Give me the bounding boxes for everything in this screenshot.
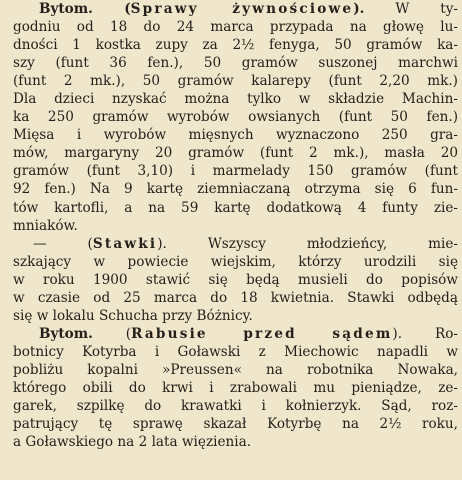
text-run: patrujący tę sprawę skazał Kotyrbę na 2½ roku, bbox=[13, 416, 458, 433]
text-line bbox=[13, 307, 458, 325]
text-line bbox=[13, 271, 458, 289]
text-line bbox=[13, 289, 458, 307]
text-line bbox=[13, 126, 458, 144]
text-line bbox=[13, 235, 458, 253]
text-run: tów kartofli, a na 59 kartę dodatkową 4 funty zie- bbox=[13, 199, 458, 216]
text-run: W ty- bbox=[364, 1, 458, 17]
text-run: w czasie od 25 marca do 18 kwietnia. Stawki odbędą bbox=[13, 289, 458, 306]
text-run: 92 fen.) Na 9 kartę ziemniaczaną otrzyma się 6 fun- bbox=[13, 181, 458, 198]
text-run: botnicy Kotyrba i Goławski z Miechowic napadli w bbox=[13, 343, 458, 360]
text-run: Mięsa i wyrobów mięsnych wyznaczono 250 gra- bbox=[13, 127, 458, 144]
text-run: którego obili do krwi i zrabowali mu pieniądze, ze- bbox=[13, 379, 458, 396]
text-line bbox=[13, 397, 458, 415]
text-run: ). Wszyscy młodzieńcy, mie- bbox=[157, 235, 458, 252]
text-line bbox=[13, 325, 458, 343]
text-line bbox=[13, 199, 458, 217]
text-line bbox=[13, 415, 458, 433]
bold-heading: Bytom. bbox=[39, 325, 93, 342]
text-line bbox=[13, 54, 458, 72]
text-run: (funt 2 mk.), 50 gramów kalarepy (funt 2,20 mk.) bbox=[13, 73, 458, 90]
text-run: ka 250 gramów wyrobów owsianych (funt 50 fen.) bbox=[13, 109, 458, 126]
text-run: garek, szpilkę do krawatki i kołnierzyk. Sąd, roz- bbox=[13, 398, 458, 415]
text-line bbox=[13, 144, 458, 162]
text-line bbox=[13, 0, 458, 18]
text-run: się w lokalu Schucha przy Bóżnicy. bbox=[13, 307, 253, 324]
text-line bbox=[13, 18, 458, 36]
text-run: a Goławskiego na 2 lata więzienia. bbox=[13, 434, 252, 451]
text-run: w roku 1900 stawić się będą musieli do popisów bbox=[13, 271, 458, 288]
text-line bbox=[13, 72, 458, 90]
article-bytom-rabusie bbox=[13, 325, 458, 451]
text-line bbox=[13, 180, 458, 198]
text-run: ( bbox=[92, 325, 132, 342]
text-run: — ( bbox=[33, 235, 93, 252]
text-line bbox=[13, 162, 458, 180]
text-run: Dla dzieci nzyskać można tylko w składzie Machin- bbox=[13, 91, 458, 108]
article-container bbox=[13, 0, 458, 451]
text-run: ). Ro- bbox=[392, 325, 458, 342]
text-run: mów, margaryny 20 gramów (funt 2 mk.), masła 20 bbox=[13, 145, 458, 162]
text-run: pobliżu kopalni »Preussen« na robotnika Nowaka, bbox=[13, 361, 458, 378]
text-line bbox=[13, 379, 458, 397]
text-line bbox=[13, 90, 458, 108]
text-line bbox=[13, 108, 458, 126]
article-bytom-sprawy bbox=[13, 0, 458, 235]
text-line bbox=[13, 217, 458, 235]
text-line bbox=[13, 253, 458, 271]
bold-heading: Bytom. ( bbox=[39, 1, 131, 17]
text-run: dności 1 kostka zupy za 2½ fenyga, 50 gramów ka- bbox=[13, 37, 458, 54]
text-run: godniu od 18 do 24 marca przypada na głowę lu- bbox=[13, 19, 458, 36]
spaced-heading: Sprawy żywnościowe bbox=[130, 1, 354, 17]
spaced-heading: Rabusie przed sądem bbox=[131, 325, 393, 342]
text-line bbox=[13, 36, 458, 54]
article-stawki bbox=[13, 235, 458, 325]
text-run: mniaków. bbox=[13, 217, 78, 234]
spaced-heading: Stawki bbox=[92, 235, 158, 252]
text-run: szy (funt 36 fen.), 50 gramów suszonej marchwi bbox=[13, 55, 458, 72]
text-run: gramów (funt 3,10) i marmelady 150 gramów (funt bbox=[13, 163, 458, 180]
bold-heading: ). bbox=[353, 1, 365, 17]
text-run: szkający w powiecie wiejskim, którzy urodzili się bbox=[13, 253, 458, 270]
text-line bbox=[13, 361, 458, 379]
text-line bbox=[13, 343, 458, 361]
